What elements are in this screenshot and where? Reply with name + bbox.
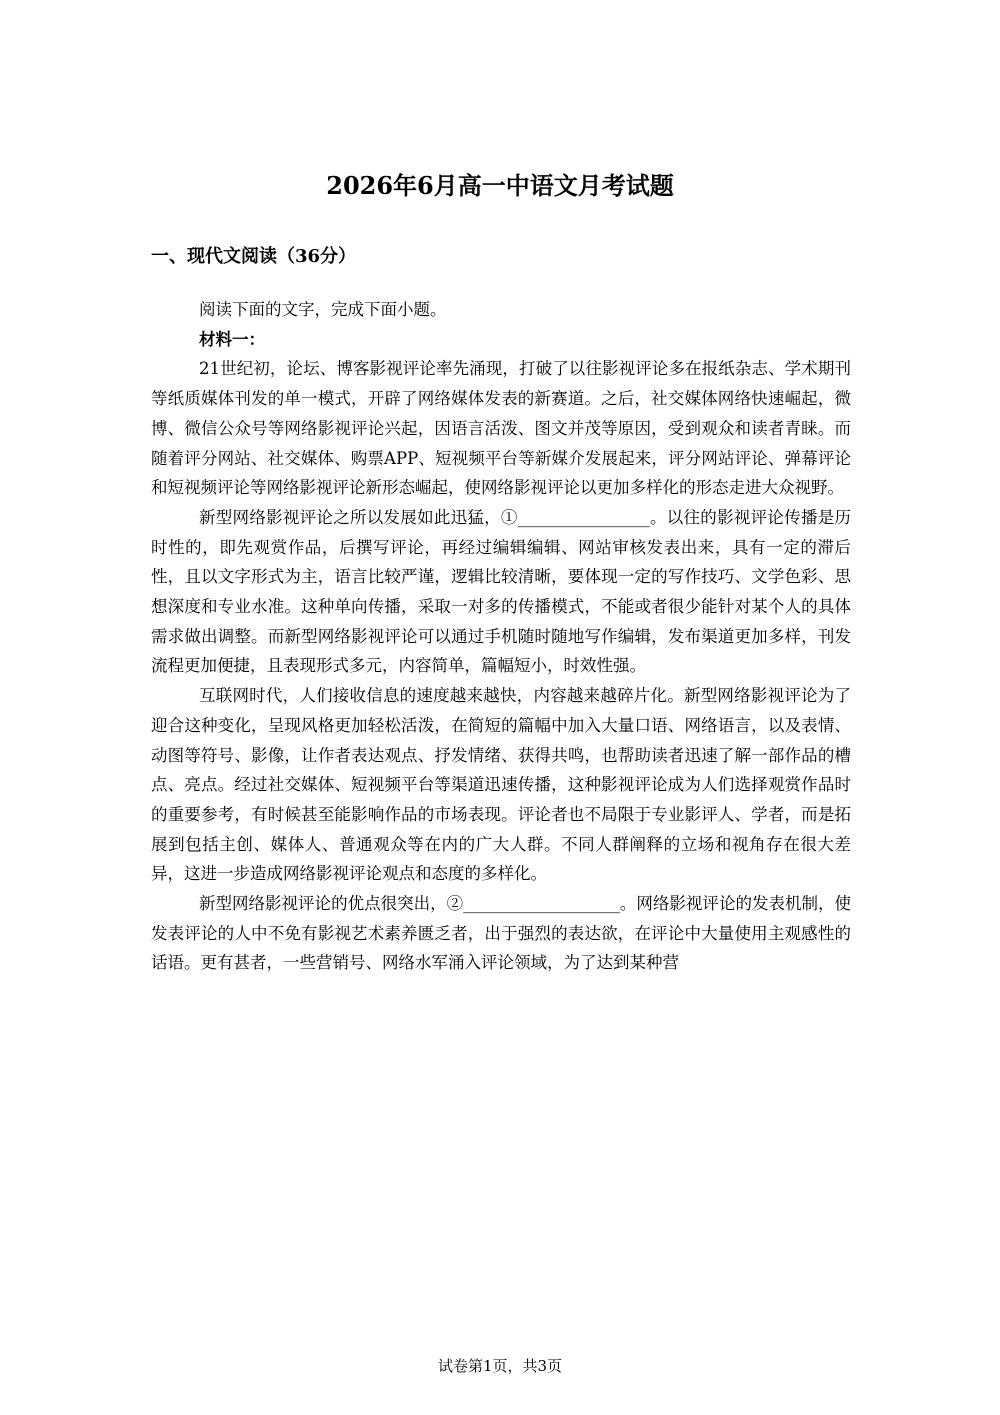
section-heading: 一、现代文阅读（36分）: [151, 246, 357, 267]
page-title: 2026年6月高一中语文月考试题: [326, 171, 674, 200]
material-label: 材料一：: [199, 329, 265, 349]
page-footer: 试卷第1页，共3页: [437, 1357, 563, 1375]
paragraph: 互联网时代，人们接收信息的速度越来越快，内容越来越碎片化。新型网络影视评论为了迎合这种变化，呈现风格更加轻松活泼，在简短的篇幅中加入大量口语、网络语言，以及表情、动图等符号、影像，让作者表达观点、抒发情绪、获得共鸣，也帮助读者迅速了解一部作品的槽点、亮点。经过社交媒体、短视频平台等渠道迅速传播，这种影视评论成为人们选择观赏作品时的重要参考，有时候甚至能影响作品的市场表现。评论者也不局限于专业影评人、学者，而是拓展到包括主创、媒体人、普通观众等在内的广大人群。不同人群阐释的立场和视角存在很大差异，这进一步造成网络影视评论观点和态度的多样化。: [151, 686, 851, 884]
instruction-text: 阅读下面的文字，完成下面小题。: [199, 300, 447, 319]
body-text: [151, 295, 851, 978]
paragraph: 21世纪初，论坛、博客影视评论率先涌现，打破了以往影视评论多在报纸杂志、学术期刊等纸质媒体刊发的单一模式，开辟了网络媒体发表的新赛道。之后，社交媒体网络快速崛起，微博、微信公众号等网络影视评论兴起，因语言活泼、图文并茂等原因，受到观众和读者青睐。而随着评分网站、社交媒体、购票APP、短视频平台等新媒介发展起来，评分网站评论、弹幕评论和短视频评论等网络影视评论新形态崛起，使网络影视评论以更加多样化的形态走进大众视野。: [151, 359, 851, 498]
paragraph: 新型网络影视评论的优点很突出，②___________________。网络影视评论的发表机制，使发表评论的人中不免有影视艺术素养匮乏者，出于强烈的表达欲，在评论中大量使用主观感性的话语。更有甚者，一些营销号、网络水军涌入评论领域，为了达到某种营: [151, 894, 851, 973]
paragraph: 新型网络影视评论之所以发展如此迅猛，①________________。以往的影视评论传播是历时性的，即先观赏作品，后撰写评论，再经过编辑编辑、网站审核发表出来，具有一定的滞后性，且以文字形式为主，语言比较严谨，逻辑比较清晰，要体现一定的写作技巧、文学色彩、思想深度和专业水准。这种单向传播，采取一对多的传播模式，不能或者很少能针对某个人的具体需求做出调整。而新型网络影视评论可以通过手机随时随地写作编辑，发布渠道更加多样，刊发流程更加便捷，且表现形式多元，内容简单，篇幅短小，时效性强。: [151, 507, 851, 676]
